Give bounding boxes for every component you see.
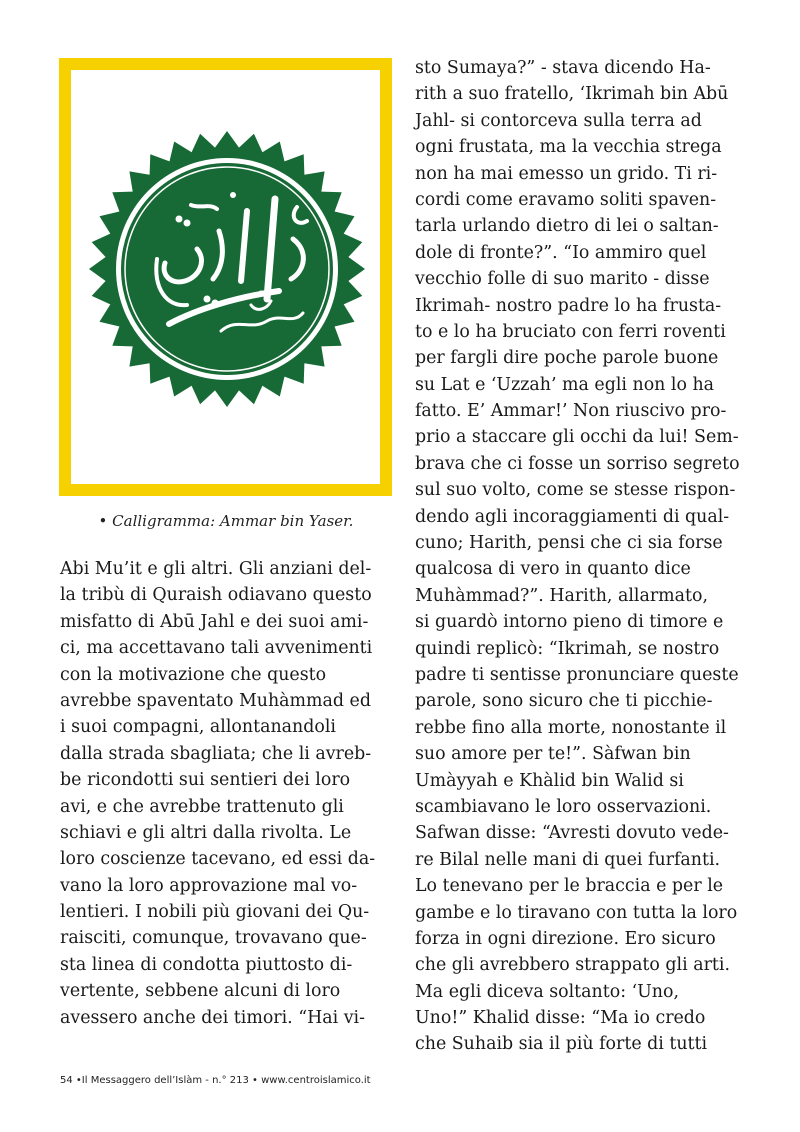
text-line: Uno!” Khalid disse: “Ma io credo (415, 1008, 706, 1029)
text-line: prio a staccare gli occhi da lui! Sem- (415, 427, 739, 448)
text-line: Jahl- si contorceva sulla terra ad (415, 110, 702, 131)
text-line: avi, e che avrebbe trattenuto gli (60, 796, 344, 817)
text-line: Muhàmmad?”. Harith, allarmato, (415, 585, 708, 606)
text-line: dole di fronte?”. “Io ammiro quel (415, 242, 707, 263)
text-line: dalla strada sbagliata; che li avreb- (60, 743, 372, 764)
text-line: rebbe fino alla morte, nonostante il (415, 717, 727, 738)
text-line: vertente, sebbene alcuni di loro (60, 981, 341, 1002)
text-line: Abi Mu’it e gli altri. Gli anziani del- (60, 559, 372, 579)
text-line: padre ti sentisse pronunciare queste (415, 664, 739, 685)
text-line: parole, sono sicuro che ti picchie- (415, 691, 713, 712)
text-line: ogni frustata, ma la vecchia strega (415, 137, 722, 158)
text-line: tarla urlando dietro di lei o saltan- (415, 216, 719, 237)
text-line: quindi replicò: “Ikrimah, se nostro (415, 638, 720, 659)
text-line: loro coscienze tacevano, ed essi da- (60, 849, 376, 870)
text-line: Safwan disse: “Avresti dovuto vede- (415, 823, 729, 844)
text-line: gambe e lo tiravano con tutta la loro (415, 902, 738, 923)
left-text-column (60, 556, 386, 1031)
text-line: schiavi e gli altri dalla rivolta. Le (60, 822, 352, 843)
text-line: fatto. E’ Ammar!’ Non riuscivo pro- (415, 401, 727, 422)
text-line: Ma egli diceva soltanto: ‘Uno, (415, 981, 679, 1002)
text-line: avessero anche dei timori. “Hai vi- (60, 1007, 365, 1028)
text-line: misfatto di Abū Jahl e dei suoi ami- (60, 611, 369, 632)
text-line: dendo agli incoraggiamenti di qual- (415, 506, 730, 527)
page-footer: 54 •Il Messaggero dell’Islàm - n.° 213 • www.centroislamico.it (60, 1075, 371, 1086)
text-line: per fargli dire poche parole buone (415, 348, 719, 369)
text-line: non ha mai emesso un grido. Ti ri- (415, 163, 718, 184)
text-line: sta linea di condotta piuttosto di- (60, 954, 353, 975)
text-line: Ikrimah- nostro padre lo ha frusta- (415, 295, 722, 316)
text-line: Lo tenevano per le braccia e per le (415, 876, 724, 897)
text-line: forza in ogni direzione. Ero sicuro (415, 928, 716, 949)
text-line: re Bilal nelle mani di quei furfanti. (415, 849, 721, 870)
text-line: suo amore per te!”. Sàfwan bin (415, 744, 691, 765)
text-line: to e lo ha bruciato con ferri roventi (415, 321, 726, 342)
text-line: Umàyyah e Khàlid bin Walid si (415, 770, 684, 791)
right-text-column (415, 55, 745, 1058)
text-line: avrebbe spaventato Muhàmmad ed (60, 690, 371, 711)
text-line: che gli avrebbero strappato gli arti. (415, 955, 730, 976)
text-line: vecchio folle di suo marito - disse (415, 269, 710, 290)
text-line: su Lat e ‘Uzzah’ ma egli non lo ha (415, 374, 715, 395)
text-line: sul suo volto, come se stesse rispon- (415, 480, 736, 501)
text-line: vano la loro approvazione mal vo- (60, 875, 358, 896)
figure-caption: • Calligramma: Ammar bin Yaser. (98, 512, 354, 530)
text-line: qualcosa di vero in quanto dice (415, 559, 691, 580)
calligram-medallion (71, 70, 380, 484)
text-line: cordi come eravamo soliti spaven- (415, 189, 717, 210)
text-line: rith a suo fratello, ‘Ikrimah bin Abū (415, 84, 729, 105)
text-line: ci, ma accettavano tali avvenimenti (60, 638, 373, 659)
text-line: brava che ci fosse un sorriso segreto (415, 453, 740, 474)
text-line: scambiavano le loro osservazioni. (415, 796, 712, 817)
text-line: la tribù di Quraish odiavano questo (60, 585, 372, 606)
text-line: raisciti, comunque, trovavano que- (60, 928, 367, 949)
text-line: sto Sumaya?” - stava dicendo Ha- (415, 58, 711, 78)
calligram-figure (59, 58, 392, 496)
text-line: lentieri. I nobili più giovani dei Qu- (60, 902, 370, 923)
text-line: be ricondotti sui sentieri dei loro (60, 770, 351, 791)
text-line: i suoi compagni, allontanandoli (60, 717, 336, 738)
text-line: che Suhaib sia il più forte di tutti (415, 1034, 708, 1055)
text-line: cuno; Harith, pensi che ci sia forse (415, 533, 723, 554)
text-line: si guardò intorno pieno di timore e (415, 612, 724, 633)
text-line: con la motivazione che questo (60, 664, 327, 685)
